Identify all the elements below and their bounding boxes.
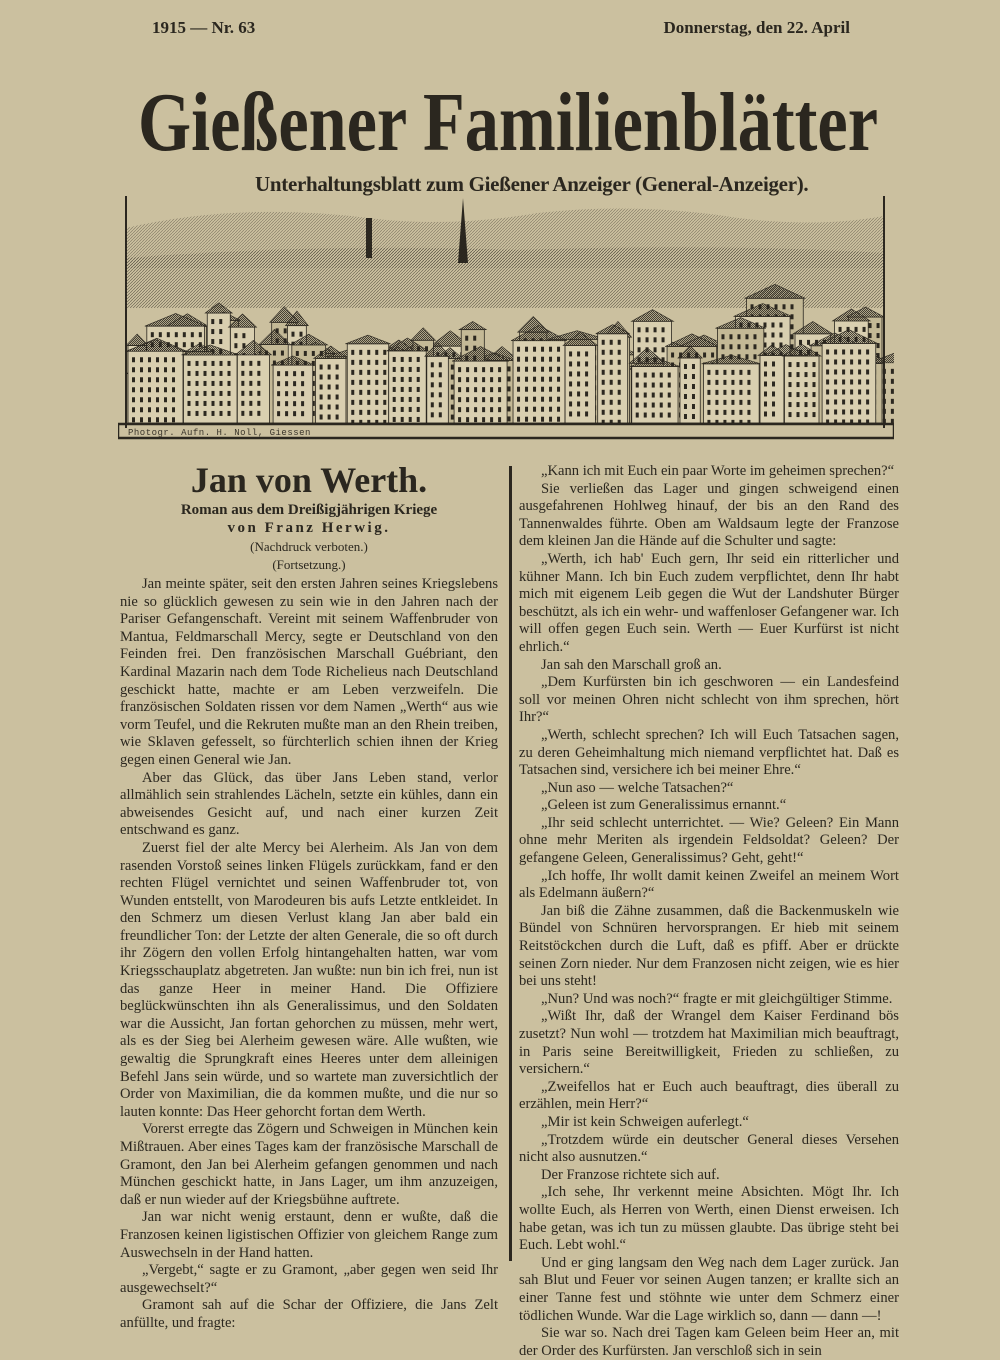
right-column (519, 463, 899, 1360)
paragraph: „Dem Kurfürsten bin ich geschworen — ein Landesfeind soll vor meinen Ohren nicht schlecht von ihm sprechen, hört Ihr?“ (519, 674, 899, 726)
paragraph: Vorerst erregte das Zögern und Schweigen in München kein Mißtrauen. Aber eines Tages kam der französische Marschall de Gramont, den Jan bei Alerheim gefangen genommen und nach München geschickt hatte, in Jans Lager, um ihm anzuzeigen, daß er nun wieder auf der Kriegsbühne auftrete. (120, 1121, 498, 1208)
paragraph: „Ich sehe, Ihr verkennt meine Absichten. Mögt Ihr. Ich wollte Euch, als Herren von Werth, einen Dienst erweisen. Ich habe getan, was ich tun zu müssen glaubte. Das übrige steht bei Euch. Lebt wohl.“ (519, 1184, 899, 1254)
paragraph: Jan biß die Zähne zusammen, daß die Backenmuskeln wie Bündel von Schnüren hervorsprangen. Er hieb mit seinem Reitstöckchen durch die Luft, daß es pfiff. Aber er drückte seinen Zorn nieder. Nur dem Franzosen nicht zeigen, wie es hier bei uns steht! (519, 902, 899, 990)
issue-number: 1915 — Nr. 63 (152, 18, 256, 37)
paragraph: Gramont sah auf die Schar der Offiziere, die Jans Zelt anfüllte, und fragte: (120, 1297, 498, 1331)
paragraph: „Werth, ich hab' Euch gern, Ihr seid ein ritterlicher und kühner Mann. Ich bin Euch zudem verpflichtet, denn Ihr habt mich mit eigenem Leib gegen die Wut der Landshuter Bürger beschützt, als ich ein wehr- und waffenloser Gefangener war. Ich will offen gegen Euch sein. Werth — Euer Kurfürst ist nicht ehrlich.“ (519, 550, 899, 655)
column-divider (509, 466, 512, 1261)
masthead-title-text: Gießener Familienblätter (138, 76, 878, 169)
masthead-title (128, 60, 888, 170)
left-column (120, 576, 498, 1333)
paragraph: Der Franzose richtete sich auf. (541, 1166, 720, 1183)
paragraph: „Zweifellos hat er Euch auch beauftragt, dies überall zu erzählen, mein Herr?“ (519, 1078, 899, 1113)
paragraph: Aber das Glück, das über Jans Leben stand, verlor allmählich sein strahlendes Lächeln, setzte ein kühles, dann ein abweisendes Gesicht auf, und nach einer kurzen Zeit entschwand es ganz. (120, 769, 498, 839)
paragraph: Jan meinte später, seit den ersten Jahren seines Kriegslebens nie so glücklich gewesen zu sein wie in den Jahren nach der Pariser Gefangenschaft. Vereint mit seinem Waffenbruder von Mantua, Feldmarschall Mercy, segte er Deutschland von den Feinden frei. Den französischen Marschall Guébriant, den Kardinal Mazarin nach dem Tode Richelieus nach Deutschland geschickt hatte, machte er am Leben verzweifeln. Die französischen Soldaten rissen vor dem Namen „Werth“ aus wie vorm Teufel, und die Rekruten mußte man an den Rhein treiben, wie Sklaven gefesselt, so fürchterlich schien ihnen der Krieg gegen einen General wie Jan. (120, 576, 498, 768)
paragraph: „Nun aso — welche Tatsachen?“ (541, 779, 734, 796)
paragraph: „Vergebt,“ sagte er zu Gramont, „aber gegen wen seid Ihr ausgewechselt?“ (120, 1262, 498, 1296)
paragraph: „Werth, schlecht sprechen? Ich will Euch Tatsachen sagen, zu deren Geheimhaltung mich niemand verpflichtet hat. Daß es Tatsachen sind, versichere ich bei meiner Ehre.“ (519, 726, 899, 779)
paragraph: „Kann ich mit Euch ein paar Worte im geheimen sprechen?“ (541, 463, 895, 479)
paragraph: Sie war so. Nach drei Tagen kam Geleen beim Heer an, mit der Order des Kurfürsten. Jan verschloß sich in sein (519, 1325, 899, 1359)
paragraph: „Wißt Ihr, daß der Wrangel dem Kaiser Ferdinand bös zusetzt? Nun wohl — trotzdem hat Maximilian mich beauftragt, in Paris seine Bereitwilligkeit, Frieden zu schließen, zu versichern.“ (519, 1008, 899, 1078)
paragraph: Jan war nicht wenig erstaunt, denn er wußte, daß die Franzosen keinen ligistischen Offizier von gleichem Range zum Auswechseln in der Hand hatten. (120, 1209, 498, 1261)
paragraph: „Ihr seid schlecht unterrichtet. — Wie? Geleen? Ein Mann ohne mehr Meriten als irgendein Feldsoldat? Geleen? Der gefangene Geleen, Generalissimus? Geht, geht!“ (519, 814, 899, 867)
paragraph: Jan sah den Marschall groß an. (541, 656, 722, 673)
photo-credit: Photogr. Aufn. H. Noll, Giessen (128, 428, 311, 438)
town-panorama-illustration (118, 196, 894, 440)
paragraph: „Mir ist kein Schweigen auferlegt.“ (541, 1113, 749, 1130)
paragraph: „Nun? Und was noch?“ fragte er mit gleichgültiger Stimme. (541, 990, 893, 1007)
issue-date: Donnerstag, den 22. April (663, 18, 850, 37)
story-subtitle: Roman aus dem Dreißigjährigen Kriege (180, 502, 438, 518)
continuation-notice: (Fortsetzung.) (272, 557, 346, 572)
paragraph: Zuerst fiel der alte Mercy bei Alerheim. Als Jan von dem rasenden Vorstoß seines linken Flügels zurückkam, fand er den rechten Flügel vernichtet und seinen Waffenbruder tot, von Wunden entstellt, von Marodeuren bis aufs Letzte entkleidet. In den Schmerz um diesen Verlust klang Jan aber bald ein freundlicher Ton: der Letzte der alten Generale, die so oft durch ihr Zögern den vollen Erfolg hintangehalten hatten, war vom Kriegsschauplatz abgetreten. Jan wußte: nun bin ich frei, nun ist das ganze Heer in meiner Hand. Die Offiziere beglückwünschten ihn als Generalissimus, und den Soldaten war die Aussicht, Jan fortan gehorchen zu müssen, mehr wert, als es der Sieg bei Alerheim gewesen wäre. Alle wußten, wie gewaltig die Sprungkraft eines Heeres unter dem alleinigen Befehl Jans sein würde, und so wartete man zuversichtlich der Order von Maximilian, die da kommen mußte, und die nur so lauten konnte: Das Heer gehorcht fortan dem Werth. (120, 839, 498, 1120)
paragraph: Sie verließen das Lager und gingen schweigend einen ausgefahrenen Hohlweg hinauf, der bis an den Rand des Tannenwaldes führte. Oben am Waldsaum legte der Franzose dem kleinen Jan die Hände auf die Schulter und sagte: (519, 480, 899, 550)
paragraph: „Ich hoffe, Ihr wollt damit keinen Zweifel an meinem Wort als Edelmann äußern?“ (519, 867, 899, 902)
paragraph: „Trotzdem würde ein deutscher General dieses Versehen nicht also ausnutzen.“ (519, 1131, 899, 1166)
masthead-subtitle: Unterhaltungsblatt zum Gießener Anzeiger (General-Anzeiger). (255, 172, 809, 196)
paragraph: „Geleen ist zum Generalissimus ernannt.“ (541, 797, 787, 814)
story-author: von Franz Herwig. (227, 520, 391, 536)
story-title: Jan von Werth. (190, 460, 428, 500)
paragraph: Und er ging langsam den Weg nach dem Lager zurück. Jan sah Blut und Feuer vor seinen Augen tanzen; er krallte sich an einer Tanne fest und stöhnte wie unter dem Schmerz einer tödlichen Wunde. War die Lage wirklich so, dann — dann —! (519, 1254, 899, 1324)
reprint-notice: (Nachdruck verboten.) (250, 539, 368, 554)
